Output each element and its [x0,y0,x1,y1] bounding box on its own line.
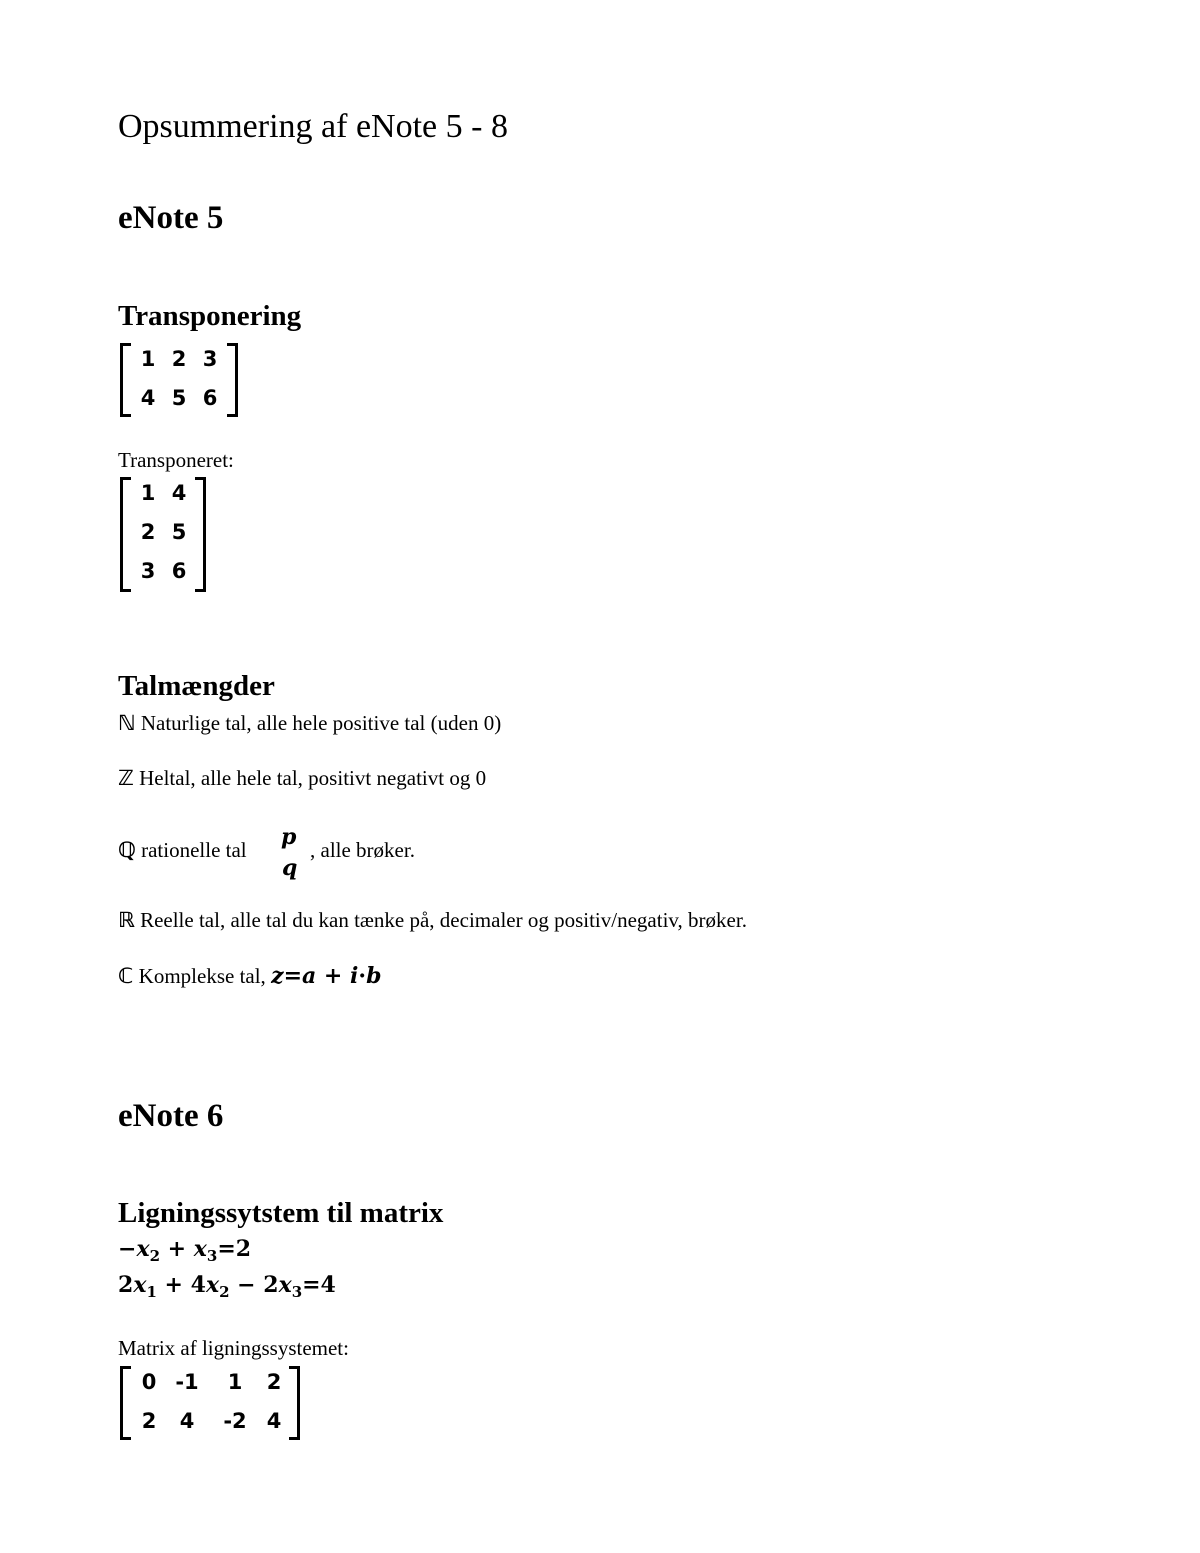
complex-formula: z=a + i·b [271,963,382,989]
number-set-text: Komplekse tal, [138,964,266,988]
number-set-text: Naturlige tal, alle hele positive tal (uden 0) [140,711,502,735]
equation-1: $-x_2 + x_3=2$ [118,1236,252,1265]
section-heading-enote5: eNote 5 [118,200,224,236]
fraction-denominator: q [282,855,298,881]
matrix-original [120,343,238,417]
section-heading-enote6: eNote 6 [118,1098,224,1134]
number-set-complex [118,963,381,989]
number-set-text: Reelle tal, alle tal du kan tænke på, decimaler og positiv/negativ, brøker. [140,908,747,932]
fraction-numerator: p [281,824,297,850]
matrix-cell: 2 [266,1370,282,1394]
matrix-cell: 2 [171,347,187,371]
transposed-label: Transponeret: [118,448,234,472]
matrix-system [120,1366,300,1440]
matrix-cell: 6 [171,559,187,583]
matrix-cell: 5 [171,520,187,544]
matrix-cell: -2 [223,1409,247,1433]
set-symbol-r: ℝ [118,908,135,932]
matrix-cell: 1 [227,1370,243,1394]
matrix-cell: 1 [140,347,156,371]
set-symbol-q: ℚ [118,838,136,862]
matrix-cell: 4 [171,481,187,505]
matrix-cell: 2 [141,1409,157,1433]
matrix-cell: 1 [140,481,156,505]
matrix-cell: -1 [175,1370,199,1394]
equation-2: $2x_1 + 4x_2 - 2x_3=4$ [118,1272,336,1301]
matrix-label: Matrix af ligningssystemet: [118,1336,349,1360]
matrix-cell: 4 [266,1409,282,1433]
matrix-transposed [120,477,206,592]
matrix-cell: 4 [140,386,156,410]
matrix-cell: 4 [179,1409,195,1433]
set-symbol-c: ℂ [118,964,134,988]
set-symbol-n: ℕ [118,711,136,735]
number-set-reals [118,908,747,933]
number-set-text: Heltal, alle hele tal, positivt negativt og 0 [139,766,487,790]
number-set-text: rationelle tal [141,838,247,862]
set-symbol-z: ℤ [118,766,134,790]
matrix-cell: 0 [141,1370,157,1394]
subheading-talmaengder: Talmængder [118,670,275,702]
number-set-rationals [118,838,247,863]
subheading-transponering: Transponering [118,300,302,332]
matrix-cell: 3 [140,559,156,583]
number-set-integers [118,766,486,791]
subheading-ligningssystem: Ligningssytstem til matrix [118,1197,444,1229]
matrix-cell: 6 [202,386,218,410]
matrix-cell: 3 [202,347,218,371]
matrix-cell: 2 [140,520,156,544]
matrix-cell: 5 [171,386,187,410]
number-set-text-after: , alle brøker. [310,838,415,862]
page-title: Opsummering af eNote 5 - 8 [118,108,508,145]
number-set-natural [118,711,501,736]
